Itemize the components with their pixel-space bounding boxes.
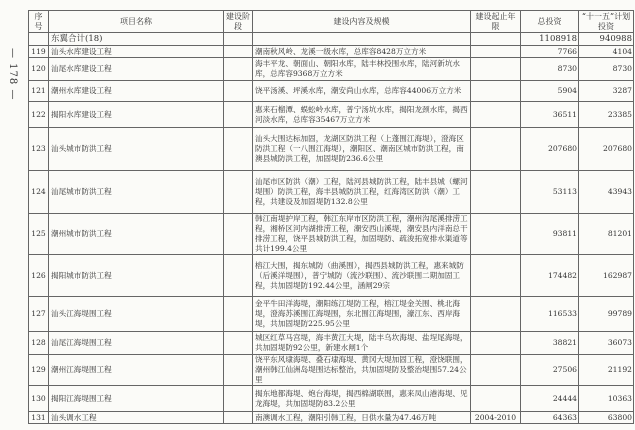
project-name: 潮州城市防洪工程 [49, 214, 224, 255]
content: 榕江大围，揭东城防（曲溪围），揭西县城防洪工程，惠来城防（后溪洋堤围），普宁城防（流沙联围）、流沙联围二期加固工程，共加固堤防192.44公里，涵闸29宗 [253, 255, 471, 297]
content: 潮南秋风岭、龙溪一级水库，总库容8428万立方米 [253, 46, 471, 58]
content: 饶平汤溪、坪溪水库，潮安尚山水库，总库容44006万立方米 [253, 81, 471, 102]
total-investment: 64363 [521, 412, 579, 424]
stage [224, 297, 253, 332]
years [471, 102, 521, 128]
total-investment: 24444 [521, 386, 579, 412]
plan-investment: 43943 [579, 171, 634, 214]
row-number: 121 [29, 81, 49, 102]
years [471, 297, 521, 332]
project-name: 汕尾江海堤围工程 [49, 332, 224, 355]
table-row [29, 255, 634, 297]
header-stage: 建设阶段 [224, 11, 253, 33]
plan-investment: 99789 [579, 297, 634, 332]
header-name: 项目名称 [49, 11, 224, 33]
table-header [29, 11, 634, 33]
row-number: 123 [29, 128, 49, 171]
years [471, 214, 521, 255]
total-investment: 174482 [521, 255, 579, 297]
stage [224, 81, 253, 102]
table-row [29, 214, 634, 255]
content: 金平牛田洋海堤，潮阳练江堤防工程，榕江堤金关围、桃北海堤，澄海苏溪围江海堤围，东北围江海堤围，濠江东、西岸海堤，共加固堤防225.95公里 [253, 297, 471, 332]
header-total: 总投资 [521, 11, 579, 33]
years [471, 81, 521, 102]
years [471, 46, 521, 58]
stage [224, 58, 253, 81]
table-row [29, 171, 634, 214]
page-number: — 178 — [7, 48, 18, 101]
content: 揭东地都海堤、炮台海堤，揭西棉湖联围，惠来凤山港海堤、见龙海堤，共加固堤防83.2公里 [253, 386, 471, 412]
years [471, 386, 521, 412]
years [471, 58, 521, 81]
content: 汕尾市区防洪（潮）工程，陆河县城防洪工程，陆丰县城（螺河堤围）防洪工程，海丰县城防洪工程，红海湾区防洪（潮）工程，共建设及加固堤防132.8公里 [253, 171, 471, 214]
plan-investment: 36073 [579, 332, 634, 355]
table-row [29, 412, 634, 424]
table-row [29, 128, 634, 171]
stage [224, 412, 253, 424]
years [471, 255, 521, 297]
row-number: 131 [29, 412, 49, 424]
total-investment: 36511 [521, 102, 579, 128]
row-number: 119 [29, 46, 49, 58]
table-row [29, 386, 634, 412]
plan-investment: 10363 [579, 386, 634, 412]
total-investment: 53113 [521, 171, 579, 214]
header-content: 建设内容及规模 [253, 11, 471, 33]
content: 城区红草马宫堤，海丰黄江大堤，陆丰乌坎海堤、盐埕尾海堤，共加固堤防92公里，新建水闸1个 [253, 332, 471, 355]
table-row [29, 355, 634, 386]
stage [224, 128, 253, 171]
table-row [29, 58, 634, 81]
table-row [29, 297, 634, 332]
years [471, 355, 521, 386]
project-table [28, 10, 634, 424]
table-row [29, 102, 634, 128]
total-plan: 940988 [579, 33, 634, 46]
total-investment: 116533 [521, 297, 579, 332]
table-row [29, 81, 634, 102]
plan-investment: 21192 [579, 355, 634, 386]
table-row [29, 332, 634, 355]
project-name: 汕头调水工程 [49, 412, 224, 424]
row-number: 130 [29, 386, 49, 412]
total-investment: 8730 [521, 58, 579, 81]
row-number: 122 [29, 102, 49, 128]
content: 惠来石榴潭、蜈蚣岭水库，普宁汤坑水库，揭阳龙颈水库，揭西河淡水库，总库容35467万立方米 [253, 102, 471, 128]
years [471, 128, 521, 171]
stage [224, 332, 253, 355]
plan-investment: 162987 [579, 255, 634, 297]
stage [224, 355, 253, 386]
stage [224, 386, 253, 412]
total-investment: 207680 [521, 128, 579, 171]
row-number: 127 [29, 297, 49, 332]
project-name: 揭阳城市防洪工程 [49, 255, 224, 297]
years: 2004-2010 [471, 412, 521, 424]
plan-investment: 3287 [579, 81, 634, 102]
total-name: 东翼合计(18) [49, 33, 224, 46]
plan-investment: 23385 [579, 102, 634, 128]
header-plan: “十一五”计划投资 [579, 11, 634, 33]
header-no: 序号 [29, 11, 49, 33]
row-number: 129 [29, 355, 49, 386]
total-investment: 1108918 [521, 33, 579, 46]
stage [224, 255, 253, 297]
project-name: 揭阳水库建设工程 [49, 102, 224, 128]
project-name: 揭阳江海堤围工程 [49, 386, 224, 412]
stage [224, 102, 253, 128]
project-name: 汕尾水库建设工程 [49, 58, 224, 81]
plan-investment: 8730 [579, 58, 634, 81]
project-name: 汕尾城市防洪工程 [49, 171, 224, 214]
project-name: 潮州江海堤围工程 [49, 355, 224, 386]
content: 汕头大围达标加固，龙湖区防洪工程（上蓬围江海堤），澄海区防洪工程（一八围江海堤），潮阳区、潮南区城市防洪工程，南澳县城防洪工程，加固堤防236.6公里 [253, 128, 471, 171]
table-row [29, 46, 634, 58]
years [471, 332, 521, 355]
stage [224, 214, 253, 255]
plan-investment: 81201 [579, 214, 634, 255]
project-name: 汕头江海堤围工程 [49, 297, 224, 332]
plan-investment: 4104 [579, 46, 634, 58]
row-number: 126 [29, 255, 49, 297]
content: 饶平东风埭海堤、叠石埭海堤、黄冈大堤加固工程，澄饶联围，潮州韩江仙洲岛堤围达标整治，共加固堤防及整治堤围57.24公里 [253, 355, 471, 386]
stage [224, 171, 253, 214]
project-name: 潮州水库建设工程 [49, 81, 224, 102]
total-investment: 38821 [521, 332, 579, 355]
total-row [29, 33, 634, 46]
plan-investment: 207680 [579, 128, 634, 171]
project-name: 汕头城市防洪工程 [49, 128, 224, 171]
total-investment: 93811 [521, 214, 579, 255]
project-name: 汕头水库建设工程 [49, 46, 224, 58]
row-number: 128 [29, 332, 49, 355]
content: 南澳调水工程，潮阳引韩工程，日供水量为47.46万吨 [253, 412, 471, 424]
row-number: 120 [29, 58, 49, 81]
total-investment: 7766 [521, 46, 579, 58]
content: 韩江南堤护岸工程，韩江东岸市区防洪工程，潮州沟尾溪排涝工程，湘桥区河内湖排涝工程，潮安西山溪堤，潮安县内洋南总干排涝工程，饶平县城防洪工程，加固堤防、疏浚拓宽排水渠道等共计199.4公里 [253, 214, 471, 255]
plan-investment: 63800 [579, 412, 634, 424]
years [471, 171, 521, 214]
stage [224, 46, 253, 58]
row-number: 124 [29, 171, 49, 214]
content: 海丰平龙、朝面山、朝阳水库，陆丰林投围水库，陆河新坑水库，总库容9368万立方米 [253, 58, 471, 81]
row-number: 125 [29, 214, 49, 255]
total-investment: 5904 [521, 81, 579, 102]
header-years: 建设起止年限 [471, 11, 521, 33]
total-investment: 27506 [521, 355, 579, 386]
